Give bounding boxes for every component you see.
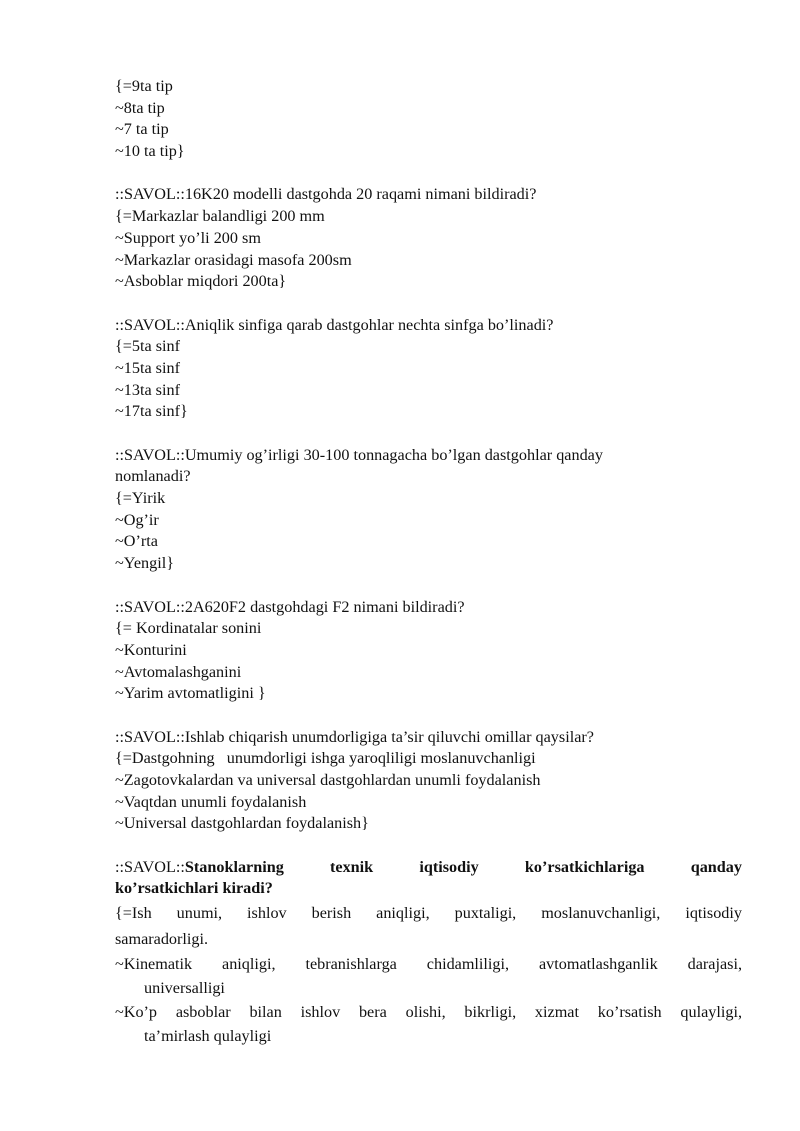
answer-correct: {=Markazlar balandligi 200 mm bbox=[115, 207, 325, 226]
answer-option: ~7 ta tip bbox=[115, 120, 169, 139]
answer-option: ~Support yo’li 200 sm bbox=[115, 228, 261, 247]
answer-correct: {=5ta sinf bbox=[115, 337, 181, 356]
spacer bbox=[115, 835, 742, 857]
answer-correct: {= Kordinatalar sonini bbox=[115, 619, 262, 638]
question-block-2 bbox=[115, 315, 742, 423]
answer-option: ~Universal dastgohlardan foydalanish} bbox=[115, 814, 369, 833]
answer-option: ~Kinematik aniqligi, tebranishlarga chidamliligi, avtomatlashganlik darajasi, bbox=[115, 955, 742, 974]
answer-option-continued: universalligi bbox=[144, 979, 225, 998]
answer-option: ~Ko’p asboblar bilan ishlov bera olishi, bikrligi, xizmat ko’rsatish qulayligi, bbox=[115, 1003, 742, 1022]
question-text: ::SAVOL::16K20 modelli dastgohda 20 raqami nimani bildiradi? bbox=[115, 185, 537, 204]
answer-option-continued: ta’mirlash qulayligi bbox=[144, 1027, 272, 1046]
answer-option: ~Yengil} bbox=[115, 554, 174, 573]
question-block-1 bbox=[115, 184, 742, 292]
answer-correct: {=Dastgohning unumdorligi ishga yaroqliligi moslanuvchanligi bbox=[115, 749, 536, 768]
answer-correct: {=Ish unumi, ishlov berish aniqligi, puxtaligi, moslanuvchanligi, iqtisodiy bbox=[115, 904, 742, 923]
question-block-3 bbox=[115, 445, 742, 575]
answer-option: ~Zagotovkalardan va universal dastgohlardan unumli foydalanish bbox=[115, 771, 541, 789]
answer-option: ~Avtomalashganini bbox=[115, 662, 242, 681]
answer-option: ~17ta sinf} bbox=[115, 402, 188, 421]
question-text: ::SAVOL::Umumiy og’irligi 30-100 tonnagacha bo’lgan dastgohlar qanday bbox=[115, 445, 603, 464]
question-text: ::SAVOL::Aniqlik sinfiga qarab dastgohlar nechta sinfga bo’linadi? bbox=[115, 315, 554, 334]
answer-correct: {=Yirik bbox=[115, 489, 166, 508]
question-block-0 bbox=[115, 76, 742, 163]
answer-option: ~10 ta tip} bbox=[115, 142, 185, 161]
question-bold-text: Stanoklarning texnik iqtisodiy ko’rsatkichlariga qanday bbox=[184, 857, 742, 876]
question-text: ::SAVOL::2A620F2 dastgohdagi F2 nimani bildiradi? bbox=[115, 597, 465, 616]
question-prefix: ::SAVOL:: bbox=[115, 857, 185, 876]
answer-option: ~Markazlar orasidagi masofa 200sm bbox=[115, 250, 352, 269]
question-block-4 bbox=[115, 597, 742, 705]
answer-correct-continued: samaradorligi. bbox=[115, 930, 209, 949]
spacer bbox=[115, 705, 742, 727]
question-bold-text-continued: ko’rsatkichlari kiradi? bbox=[115, 879, 273, 898]
answer-option: ~Konturini bbox=[115, 640, 187, 659]
answer-correct: {=9ta tip bbox=[115, 77, 173, 95]
question-text bbox=[115, 857, 742, 879]
spacer bbox=[115, 293, 742, 315]
answer-option: ~Asboblar miqdori 200ta} bbox=[115, 272, 287, 291]
answer-option: ~8ta tip bbox=[115, 98, 165, 117]
answer-option: ~15ta sinf bbox=[115, 358, 180, 377]
answer-option: ~O’rta bbox=[115, 532, 158, 551]
question-text-continued: nomlanadi? bbox=[115, 467, 191, 486]
spacer bbox=[115, 423, 742, 445]
document-page bbox=[115, 76, 742, 1048]
question-text: ::SAVOL::Ishlab chiqarish unumdorligiga ta’sir qiluvchi omillar qaysilar? bbox=[115, 727, 594, 746]
question-block-6 bbox=[115, 857, 742, 1048]
spacer bbox=[115, 163, 742, 185]
answer-option: ~Vaqtdan unumli foydalanish bbox=[115, 792, 307, 811]
answer-option: ~Og’ir bbox=[115, 510, 159, 529]
answer-option: ~13ta sinf bbox=[115, 380, 180, 399]
spacer bbox=[115, 575, 742, 597]
question-block-5 bbox=[115, 727, 742, 835]
answer-option: ~Yarim avtomatligini } bbox=[115, 684, 266, 703]
